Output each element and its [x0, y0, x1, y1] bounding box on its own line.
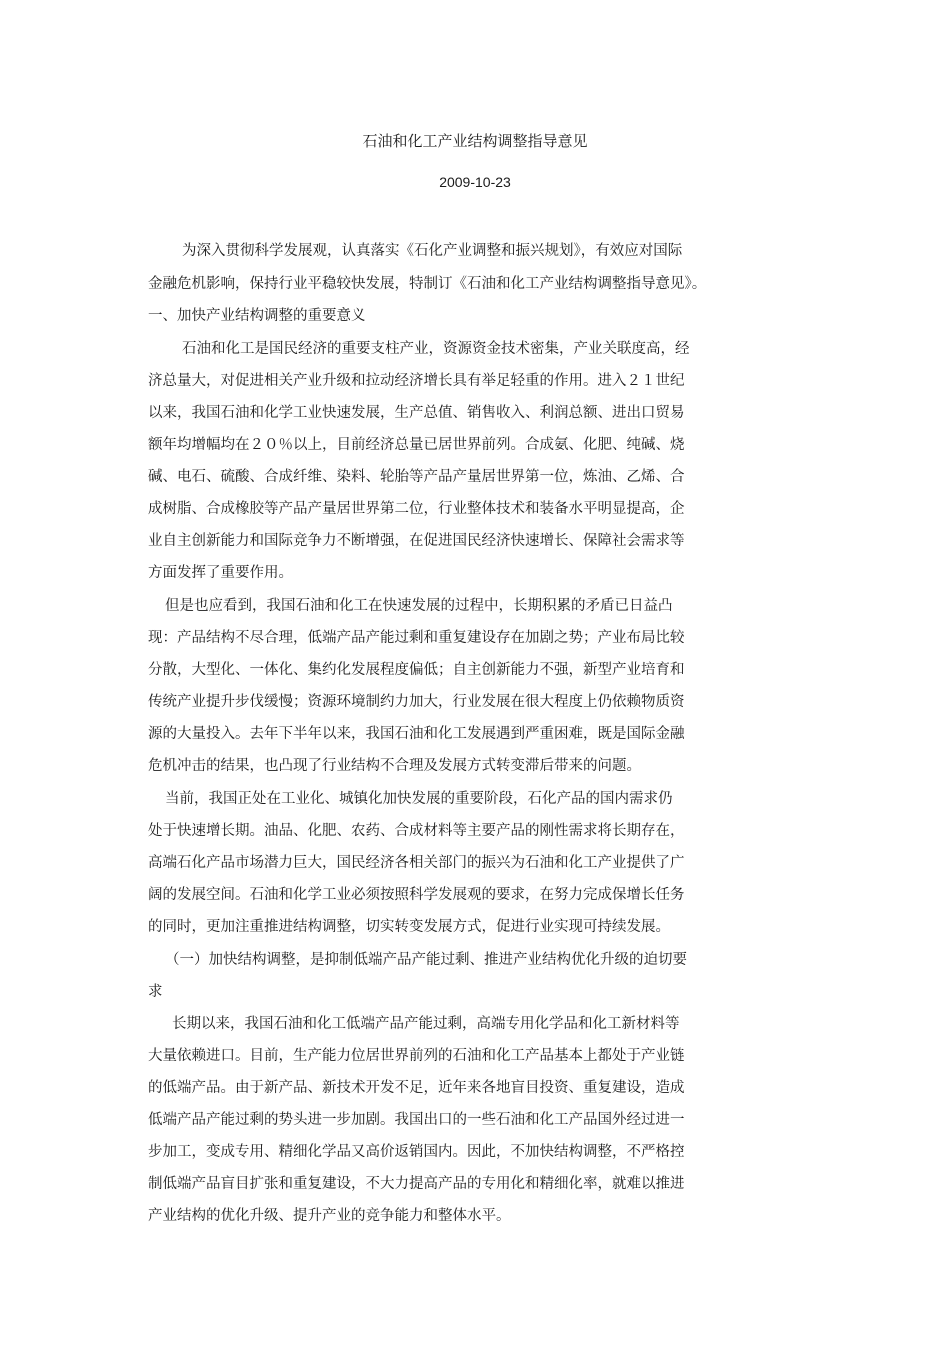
- subsection-heading-1-line-2: 求: [148, 984, 163, 1000]
- para4-line-6: 制低端产品盲目扩张和重复建设，不大力提高产品的专用化和精细化率，就难以推进: [148, 1176, 685, 1192]
- para1-line-2: 济总量大，对促进相关产业升级和拉动经济增长具有举足轻重的作用。进入２１世纪: [148, 373, 685, 389]
- document-title: 石油和化工产业结构调整指导意见: [362, 132, 588, 150]
- para4-line-2: 大量依赖进口。目前，生产能力位居世界前列的石油和化工产品基本上都处于产业链: [148, 1048, 685, 1064]
- para1-line-1: 石油和化工是国民经济的重要支柱产业，资源资金技术密集，产业关联度高，经: [182, 341, 690, 357]
- para4-line-4: 低端产品产能过剩的势头进一步加剧。我国出口的一些石油和化工产品国外经过进一: [148, 1112, 685, 1128]
- para1-line-6: 成树脂、合成橡胶等产品产量居世界第二位，行业整体技术和装备水平明显提高，企: [148, 501, 685, 517]
- para3-line-2: 处于快速增长期。油品、化肥、农药、合成材料等主要产品的刚性需求将长期存在，: [148, 823, 685, 839]
- document-date: 2009-10-23: [439, 174, 511, 190]
- para2-line-6: 危机冲击的结果，也凸现了行业结构不合理及发展方式转变滞后带来的问题。: [148, 758, 641, 774]
- para1-line-4: 额年均增幅均在２０％以上，目前经济总量已居世界前列。合成氨、化肥、纯碱、烧: [148, 437, 685, 453]
- intro-line-2: 金融危机影响，保持行业平稳较快发展，特制订《石油和化工产业结构调整指导意见》。: [148, 276, 707, 292]
- para4-line-5: 步加工，变成专用、精细化学品又高价返销国内。因此，不加快结构调整，不严格控: [148, 1144, 685, 1160]
- para4-line-1: 长期以来，我国石油和化工低端产品产能过剩，高端专用化学品和化工新材料等: [172, 1016, 680, 1032]
- para2-line-1: 但是也应看到，我国石油和化工在快速发展的过程中，长期积累的矛盾已日益凸: [165, 598, 673, 614]
- para1-line-5: 碱、电石、硫酸、合成纤维、染料、轮胎等产品产量居世界第一位，炼油、乙烯、合: [148, 469, 685, 485]
- subsection-heading-1-line-1: （一）加快结构调整，是抑制低端产品产能过剩、推进产业结构优化升级的迫切要: [165, 952, 687, 968]
- section-heading-1: 一、加快产业结构调整的重要意义: [148, 308, 366, 324]
- para2-line-5: 源的大量投入。去年下半年以来，我国石油和化工发展遇到严重困难，既是国际金融: [148, 726, 685, 742]
- para4-line-7: 产业结构的优化升级、提升产业的竞争能力和整体水平。: [148, 1208, 511, 1224]
- para1-line-3: 以来，我国石油和化学工业快速发展，生产总值、销售收入、利润总额、进出口贸易: [148, 405, 685, 421]
- para1-line-7: 业自主创新能力和国际竞争力不断增强，在促进国民经济快速增长、保障社会需求等: [148, 533, 685, 549]
- para3-line-5: 的同时，更加注重推进结构调整，切实转变发展方式，促进行业实现可持续发展。: [148, 919, 670, 935]
- intro-line-1: 为深入贯彻科学发展观，认真落实《石化产业调整和振兴规划》，有效应对国际: [182, 243, 683, 259]
- para4-line-3: 的低端产品。由于新产品、新技术开发不足，近年来各地盲目投资、重复建设，造成: [148, 1080, 685, 1096]
- para3-line-1: 当前，我国正处在工业化、城镇化加快发展的重要阶段，石化产品的国内需求仍: [165, 791, 673, 807]
- para3-line-4: 阔的发展空间。石油和化学工业必须按照科学发展观的要求，在努力完成保增长任务: [148, 887, 685, 903]
- para2-line-3: 分散，大型化、一体化、集约化发展程度偏低；自主创新能力不强，新型产业培育和: [148, 662, 685, 678]
- para2-line-4: 传统产业提升步伐缓慢；资源环境制约力加大，行业发展在很大程度上仍依赖物质资: [148, 694, 685, 710]
- para2-line-2: 现：产品结构不尽合理，低端产品产能过剩和重复建设存在加剧之势；产业布局比较: [148, 630, 685, 646]
- para1-line-8: 方面发挥了重要作用。: [148, 565, 293, 581]
- para3-line-3: 高端石化产品市场潜力巨大，国民经济各相关部门的振兴为石油和化工产业提供了广: [148, 855, 685, 871]
